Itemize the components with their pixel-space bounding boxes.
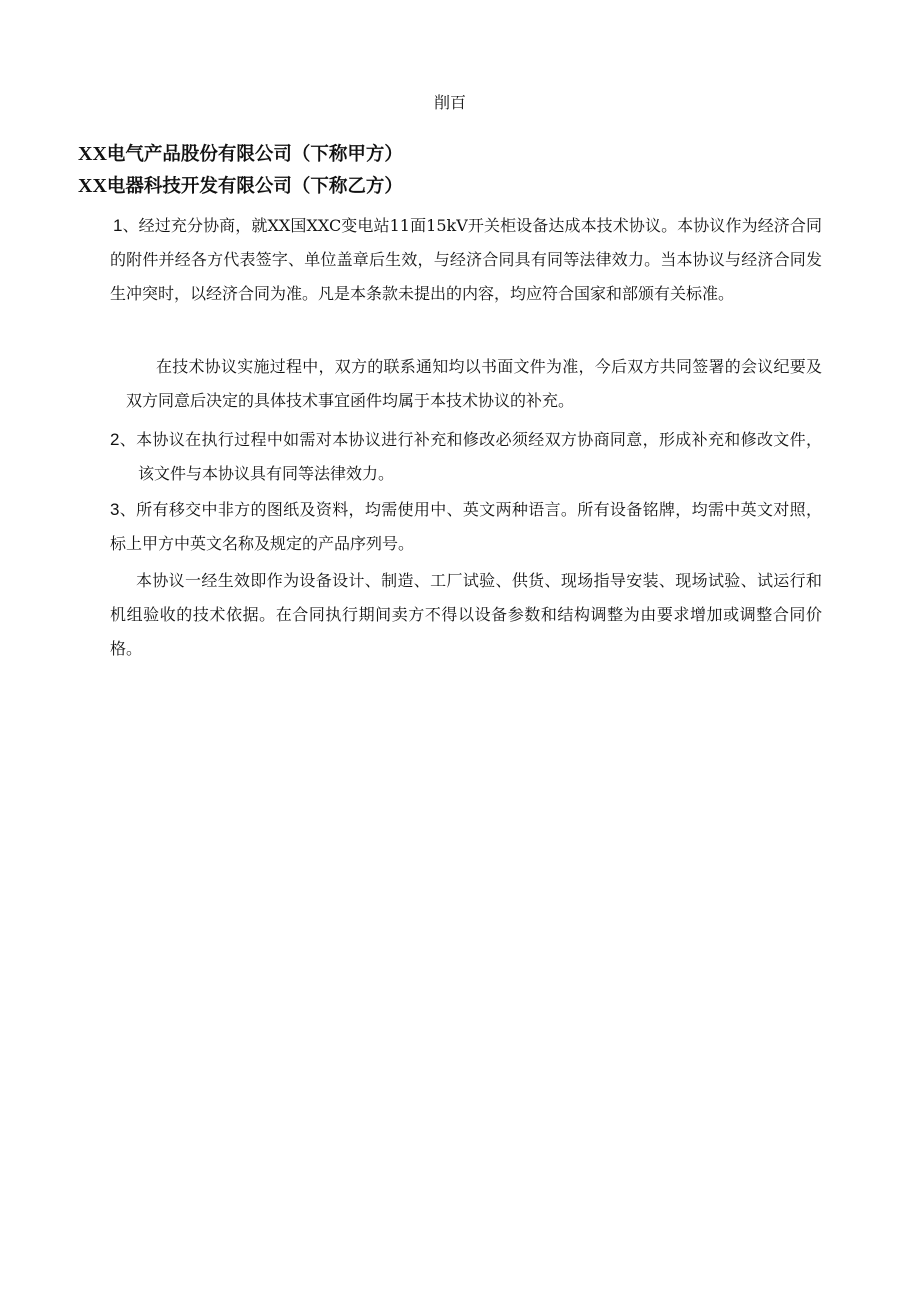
- document-heading: 削百: [433, 93, 466, 112]
- party-b-line: [78, 173, 403, 200]
- clause-2: [110, 423, 822, 491]
- clause-3-text: 、所有移交中非方的图纸及资料，均需使用中、英文两种语言。所有设备铭牌，均需中英文对照，标上甲方中英文名称及规定的产品序列号。: [110, 500, 822, 553]
- clause-2-number: 2: [110, 430, 120, 449]
- party-a-abbr: XX: [78, 143, 107, 165]
- party-a-name: 电气产品股份有限公司（下称甲方）: [106, 144, 403, 165]
- clause-1: [110, 209, 822, 311]
- closing-paragraph: 本协议一经生效即作为设备设计、制造、工厂试验、供货、现场指导安装、现场试验、试运行和机组验收的技术依据。在合同执行期间卖方不得以设备参数和结构调整为由要求增加或调整合同价格。: [110, 571, 822, 658]
- clause-3-number: 3: [110, 500, 120, 519]
- clause-1-text: 、经过充分协商，就XX国XXC变电站11面15kV开关柜设备达成本技术协议。本协议作为经济合同的附件并经各方代表签字、单位盖章后生效，与经济合同具有同等法律效力。当本协议与经济合同发生冲突时，以经济合同为准。凡是本条款未提出的内容，均应符合国家和部颁有关标准。: [110, 216, 822, 303]
- clause-1-supplement: 在技术协议实施过程中，双方的联系通知均以书面文件为准，今后双方共同签署的会议纪要及双方同意后决定的具体技术事宜函件均属于本技术协议的补充。: [126, 357, 822, 410]
- clause-2-text: 、本协议在执行过程中如需对本协议进行补充和修改必须经双方协商同意，形成补充和修改文件，该文件与本协议具有同等法律效力。: [119, 430, 822, 483]
- clause-1-number: 1: [113, 216, 123, 235]
- party-b-name: 电器科技开发有限公司（下称乙方）: [106, 176, 403, 197]
- clause-3: [110, 493, 822, 561]
- party-a-line: [78, 141, 403, 168]
- party-b-abbr: XX: [78, 175, 107, 197]
